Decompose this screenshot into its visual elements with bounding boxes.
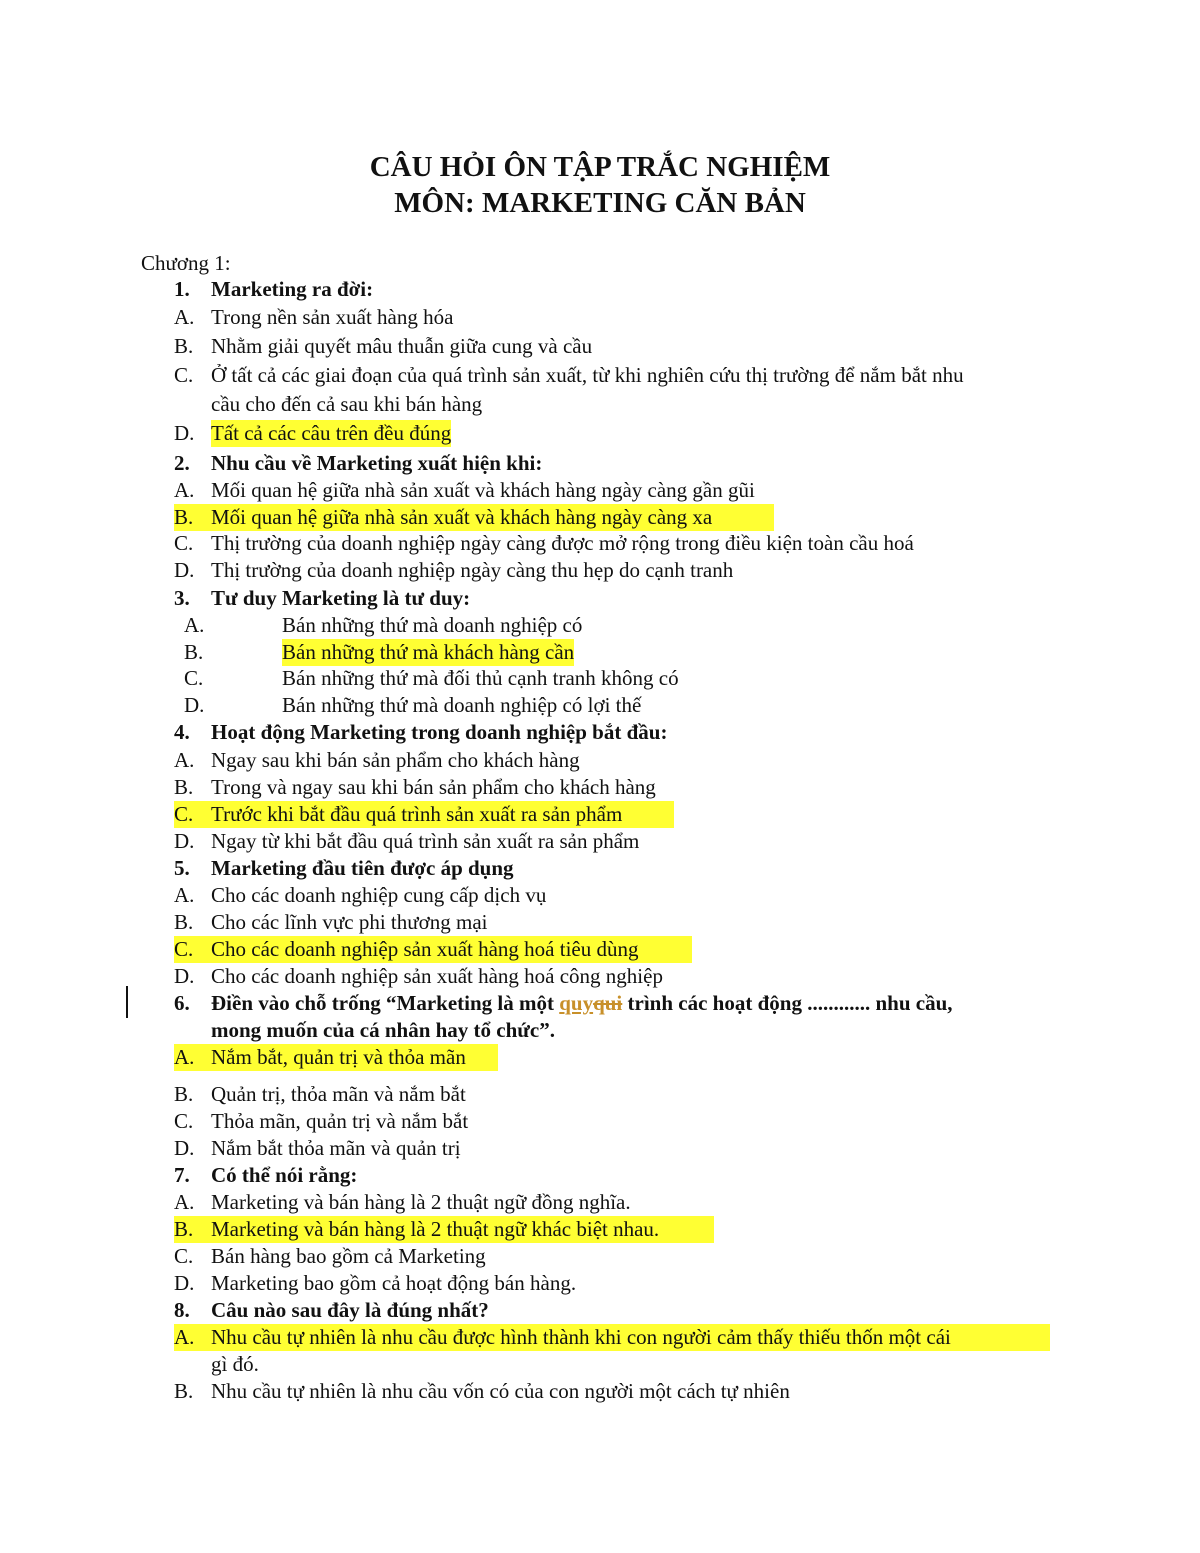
option-text-highlighted: Bán những thứ mà khách hàng cần — [282, 640, 575, 664]
option-text-highlighted: Mối quan hệ giữa nhà sản xuất và khách hàng ngày càng xa — [211, 505, 713, 529]
option-letter: D. — [184, 693, 205, 717]
option-text: Marketing bao gồm cả hoạt động bán hàng. — [211, 1271, 577, 1295]
option-text: Nắm bắt thỏa mãn và quản trị — [211, 1136, 461, 1160]
question-number: 2. — [174, 451, 190, 475]
option-text: Mối quan hệ giữa nhà sản xuất và khách hàng ngày càng gần gũi — [211, 478, 755, 502]
question-text: mong muốn của cá nhân hay tổ chức”. — [211, 1018, 555, 1042]
option-text-highlighted: Nắm bắt, quản trị và thỏa mãn — [211, 1045, 466, 1069]
option-text: Bán những thứ mà doanh nghiệp có lợi thế — [282, 693, 642, 717]
option-text-highlighted: Cho các doanh nghiệp sản xuất hàng hoá tiêu dùng — [211, 937, 639, 961]
option-letter: A. — [184, 613, 205, 637]
question-number: 7. — [174, 1163, 190, 1187]
question-text — [211, 990, 953, 1017]
option-letter: B. — [174, 775, 194, 799]
option-letter: A. — [174, 305, 195, 329]
option-letter: B. — [174, 505, 194, 529]
option-text: cầu cho đến cả sau khi bán hàng — [211, 392, 483, 416]
option-letter: D. — [174, 558, 195, 582]
option-text-highlighted: Nhu cầu tự nhiên là nhu cầu được hình thành khi con người cảm thấy thiếu thốn một cái — [211, 1325, 951, 1349]
question-text: Hoạt động Marketing trong doanh nghiệp bắt đầu: — [211, 720, 668, 744]
option-letter: B. — [174, 1217, 194, 1241]
option-text: Ở tất cả các giai đoạn của quá trình sản xuất, từ khi nghiên cứu thị trường để nắm bắt nhu — [211, 363, 964, 387]
option-letter: C. — [184, 666, 204, 690]
option-letter: D. — [174, 829, 195, 853]
question-number: 1. — [174, 277, 190, 301]
option-text: Cho các doanh nghiệp sản xuất hàng hoá công nghiệp — [211, 964, 663, 988]
option-letter: C. — [174, 1109, 194, 1133]
option-text: Ngay sau khi bán sản phẩm cho khách hàng — [211, 748, 580, 772]
question-text-part: trình các hoạt động ............ nhu cầu, — [622, 991, 953, 1015]
question-text: Tư duy Marketing là tư duy: — [211, 586, 471, 610]
option-text-highlighted: Trước khi bắt đầu quá trình sản xuất ra sản phẩm — [211, 802, 623, 826]
question-number: 4. — [174, 720, 190, 744]
option-text: Ngay từ khi bắt đầu quá trình sản xuất ra sản phẩm — [211, 829, 640, 853]
option-letter: B. — [174, 910, 194, 934]
option-text: Nhu cầu tự nhiên là nhu cầu vốn có của con người một cách tự nhiên — [211, 1379, 790, 1403]
option-letter: D. — [174, 964, 195, 988]
question-number: 6. — [174, 991, 190, 1015]
option-text: Bán những thứ mà đối thủ cạnh tranh không có — [282, 666, 679, 690]
option-text: Quản trị, thỏa mãn và nắm bắt — [211, 1082, 466, 1106]
chapter-heading: Chương 1: — [141, 251, 231, 275]
option-text: Bán hàng bao gồm cả Marketing — [211, 1244, 486, 1268]
option-text: Trong nền sản xuất hàng hóa — [211, 305, 454, 329]
option-text: Cho các lĩnh vực phi thương mại — [211, 910, 488, 934]
option-letter: D. — [174, 421, 195, 445]
tracked-deletion: qui — [593, 991, 623, 1015]
question-number: 5. — [174, 856, 190, 880]
option-letter: C. — [174, 1244, 194, 1268]
option-letter: A. — [174, 748, 195, 772]
option-letter: B. — [184, 640, 204, 664]
question-text: Nhu cầu về Marketing xuất hiện khi: — [211, 451, 543, 475]
option-text: Thỏa mãn, quản trị và nắm bắt — [211, 1109, 469, 1133]
option-letter: C. — [174, 937, 194, 961]
option-text: Nhằm giải quyết mâu thuẫn giữa cung và cầu — [211, 334, 593, 358]
option-letter: A. — [174, 883, 195, 907]
option-letter: B. — [174, 334, 194, 358]
option-letter: C. — [174, 531, 194, 555]
question-number: 3. — [174, 586, 190, 610]
option-letter: C. — [174, 363, 194, 387]
option-letter: A. — [174, 1045, 195, 1069]
option-text: gì đó. — [211, 1352, 259, 1376]
document-title: CÂU HỎI ÔN TẬP TRẮC NGHIỆM — [369, 151, 831, 183]
text-cursor — [126, 986, 128, 1018]
question-text-part: Điền vào chỗ trống “Marketing là một — [211, 991, 560, 1015]
document-subtitle: MÔN: MARKETING CĂN BẢN — [394, 187, 806, 219]
option-letter: A. — [174, 1190, 195, 1214]
option-letter: A. — [174, 478, 195, 502]
tracked-insertion: quy — [559, 991, 594, 1015]
question-number: 8. — [174, 1298, 190, 1322]
option-text: Thị trường của doanh nghiệp ngày càng được mở rộng trong điều kiện toàn cầu hoá — [211, 531, 914, 555]
option-letter: B. — [174, 1379, 194, 1403]
option-text-highlighted: Marketing và bán hàng là 2 thuật ngữ khác biệt nhau. — [211, 1217, 660, 1241]
option-letter: B. — [174, 1082, 194, 1106]
question-text: Câu nào sau đây là đúng nhất? — [211, 1298, 489, 1322]
tracked-change — [559, 991, 622, 1015]
question-text: Có thể nói rằng: — [211, 1163, 358, 1187]
question-text: Marketing ra đời: — [211, 277, 374, 301]
option-letter: A. — [174, 1325, 195, 1349]
option-text: Marketing và bán hàng là 2 thuật ngữ đồng nghĩa. — [211, 1190, 631, 1214]
option-letter: D. — [174, 1136, 195, 1160]
option-text: Trong và ngay sau khi bán sản phẩm cho khách hàng — [211, 775, 656, 799]
option-text: Thị trường của doanh nghiệp ngày càng thu hẹp do cạnh tranh — [211, 558, 734, 582]
option-letter: D. — [174, 1271, 195, 1295]
option-text: Bán những thứ mà doanh nghiệp có — [282, 613, 583, 637]
option-text-highlighted: Tất cả các câu trên đều đúng — [211, 421, 452, 445]
option-letter: C. — [174, 802, 194, 826]
question-text: Marketing đầu tiên được áp dụng — [211, 856, 514, 880]
option-text: Cho các doanh nghiệp cung cấp dịch vụ — [211, 883, 547, 907]
